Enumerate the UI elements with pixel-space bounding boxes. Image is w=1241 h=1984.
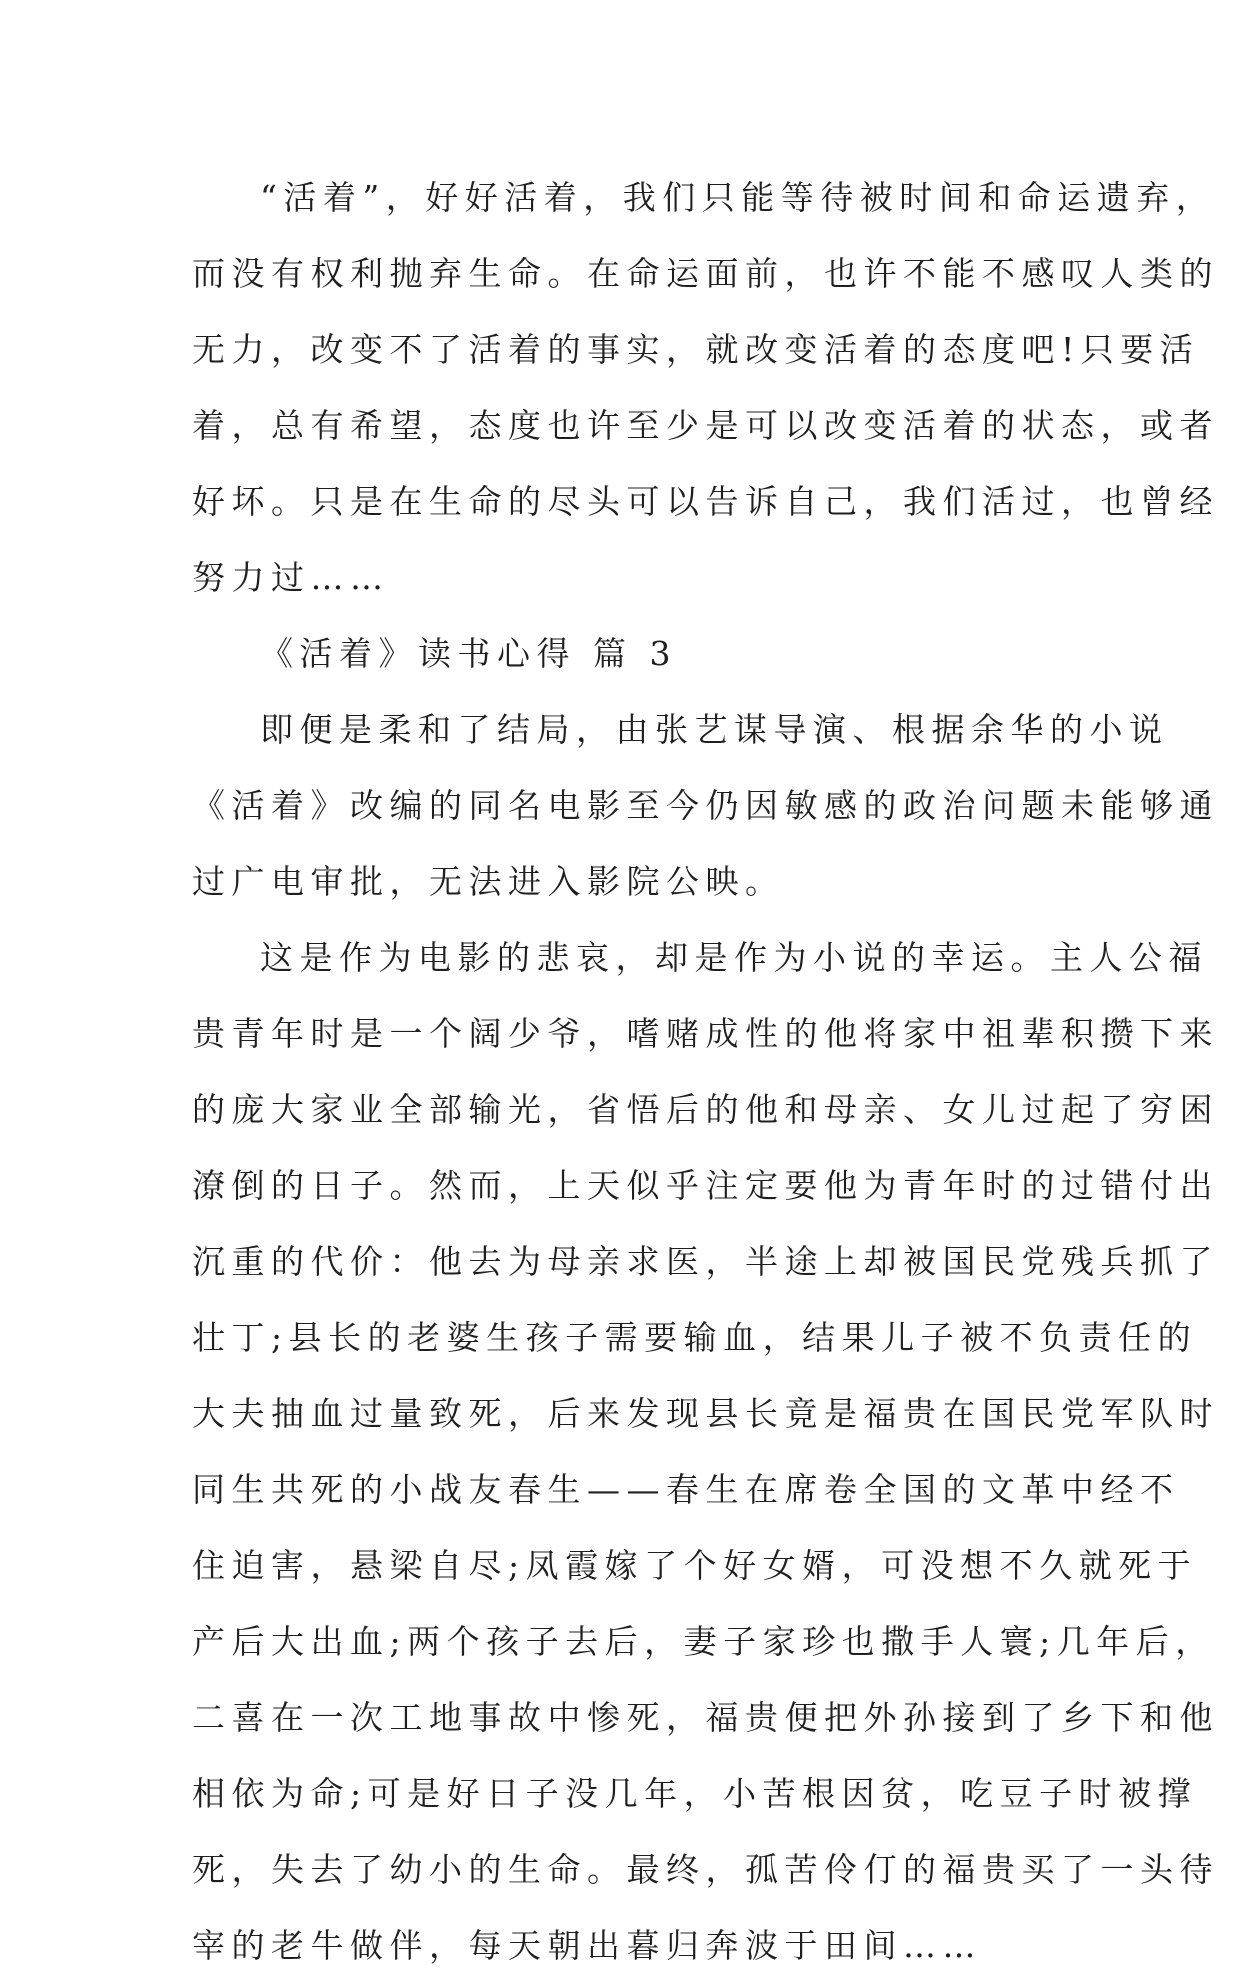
paragraph-line: 这是作为电影的悲哀，却是作为小说的幸运。主人公福 xyxy=(260,938,1208,977)
paragraph-line: 即便是柔和了结局，由张艺谋导演、根据余华的小说 xyxy=(260,710,1169,749)
paragraph-line: 着，总有希望，态度也许至少是可以改变活着的状态，或者 xyxy=(192,406,1219,445)
paragraph-line: 宰的老牛做伴，每天朝出暮归奔波于田间…… xyxy=(192,1926,982,1965)
paragraph-line: “活着”，好好活着，我们只能等待被时间和命运遗弃， xyxy=(260,178,1216,217)
paragraph-line: 《活着》改编的同名电影至今仍因敏感的政治问题未能够通 xyxy=(192,786,1219,825)
paragraph-line: 努力过…… xyxy=(192,558,390,597)
paragraph-line: 大夫抽血过量致死，后来发现县长竟是福贵在国民党军队时 xyxy=(192,1394,1219,1433)
paragraph-line: 壮丁;县长的老婆生孩子需要输血，结果儿子被不负责任的 xyxy=(192,1318,1198,1357)
paragraph-line: 沉重的代价：他去为母亲求医，半途上却被国民党残兵抓了 xyxy=(192,1242,1219,1281)
paragraph-line: 潦倒的日子。然而，上天似乎注定要他为青年时的过错付出 xyxy=(192,1166,1219,1205)
paragraph-line: 而没有权利抛弃生命。在命运面前，也许不能不感叹人类的 xyxy=(192,254,1219,293)
paragraph-line: 产后大出血;两个孩子去后，妻子家珍也撒手人寰;几年后， xyxy=(192,1622,1215,1661)
paragraph-line: 过广电审批，无法进入影院公映。 xyxy=(192,862,785,901)
paragraph-line: 住迫害，悬梁自尽;凤霞嫁了个好女婿，可没想不久就死于 xyxy=(192,1546,1198,1585)
paragraph-line: 无力，改变不了活着的事实，就改变活着的态度吧!只要活 xyxy=(192,330,1200,369)
paragraph-line: 死，失去了幼小的生命。最终，孤苦伶仃的福贵买了一头待 xyxy=(192,1850,1219,1889)
paragraph-line: 同生共死的小战友春生——春生在席卷全国的文革中经不 xyxy=(192,1470,1180,1509)
paragraph-line: 二喜在一次工地事故中惨死，福贵便把外孙接到了乡下和他 xyxy=(192,1698,1219,1737)
paragraph-line: 好坏。只是在生命的尽头可以告诉自己，我们活过，也曾经 xyxy=(192,482,1219,521)
paragraph-line: 贵青年时是一个阔少爷，嗜赌成性的他将家中祖辈积攒下来 xyxy=(192,1014,1219,1053)
paragraph-line: 的庞大家业全部输光，省悟后的他和母亲、女儿过起了穷困 xyxy=(192,1090,1219,1129)
section-heading: 《活着》读书心得 篇 3 xyxy=(260,634,677,673)
document-body xyxy=(192,160,1219,1984)
paragraph-line: 相依为命;可是好日子没几年，小苦根因贫，吃豆子时被撑 xyxy=(192,1774,1198,1813)
